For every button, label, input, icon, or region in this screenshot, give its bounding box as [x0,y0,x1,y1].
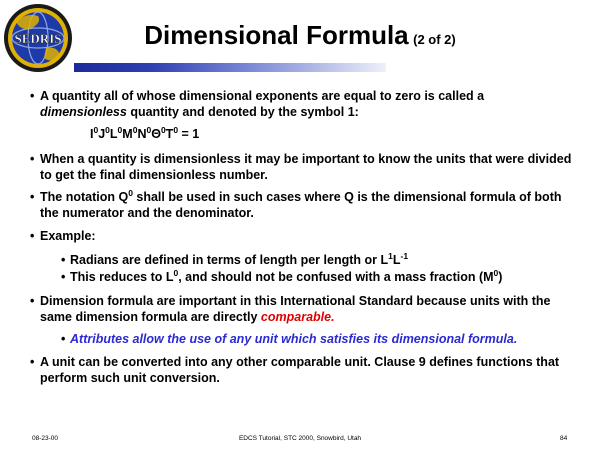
bullet-unit-conversion [40,354,572,386]
bullet-example [40,228,572,244]
bullet-text: ) [498,270,503,284]
bullet-text: The notation Q [40,190,129,204]
formula-exponent: 0 [160,125,166,135]
superscript: 1 [388,251,393,261]
formula-symbol: N [137,127,147,141]
sub-bullet-attributes [70,331,570,347]
bullet-dimensionless-definition [40,88,572,120]
sub-bullet-mass-fraction [70,269,570,285]
formula-symbol: L [109,127,118,141]
superscript: 0 [128,188,133,198]
bullet-q0-notation [40,189,572,221]
formula-symbol: I [90,127,94,141]
formula-symbol: T [165,127,174,141]
bullet-text: Radians are defined in terms of length per length or L [70,253,389,267]
formula-symbol: M [122,127,133,141]
bullet-text: When a quantity is dimensionless it may be important to know the units that were divided to get the final dimensionless number. [40,152,572,182]
superscript: 0 [493,268,499,278]
dimensionless-formula [90,126,199,142]
bullet-text: A unit can be converted into any other comparable unit. Clause 9 defines functions that perform such unit conversion. [40,355,560,385]
formula-exponent: 0 [93,125,99,135]
bullet-text: Example: [40,229,96,243]
formula-exponent: 0 [105,125,110,135]
bullet-text: shall be used in such cases where Q is the dimensional formula of both the numerator and the denominator. [40,190,562,220]
bullet-text: This reduces to L [70,270,174,284]
formula-symbol: J [98,127,106,141]
footer-date: 08-23-00 [32,435,59,442]
formula-exponent: 0 [117,125,123,135]
bullet-text: quantity and denoted by the symbol 1: [126,105,359,119]
footer-event: EDCS Tutorial, STC 2000, Snowbird, Utah [238,435,362,442]
title-main: Dimensional Formula [144,20,409,50]
emphasis-dimensionless: dimensionless [40,105,127,119]
formula-exponent: 0 [173,125,179,135]
bullet-dimensionless-units [40,151,572,183]
bullet-text: A quantity all of whose dimensional exponents are equal to zero is called a [40,89,485,103]
formula-exponent: 0 [132,125,138,135]
logo-text: SEDRIS [14,31,62,46]
sub-bullet-radians [70,252,570,268]
formula-result: = 1 [178,127,200,141]
bullet-text: . [331,310,335,324]
emphasis-comparable: comparable [260,310,332,324]
bullet-dimension-formula-importance [40,293,572,325]
bullet-text: Dimension formula are important in this International Standard because units with the same dimension formula are directly [40,294,551,324]
formula-exponent: 0 [146,125,152,135]
bullet-text: L [392,253,401,267]
superscript: -1 [400,251,409,261]
footer-page-number: 84 [560,435,568,442]
title-sub: (2 of 2) [413,32,456,47]
superscript: 0 [173,268,179,278]
bullet-text-attributes: Attributes allow the use of any unit which satisfies its dimensional formula. [70,332,518,346]
formula-symbol: Θ [151,127,161,141]
bullet-text: , and should not be confused with a mass fraction (M [178,270,494,284]
